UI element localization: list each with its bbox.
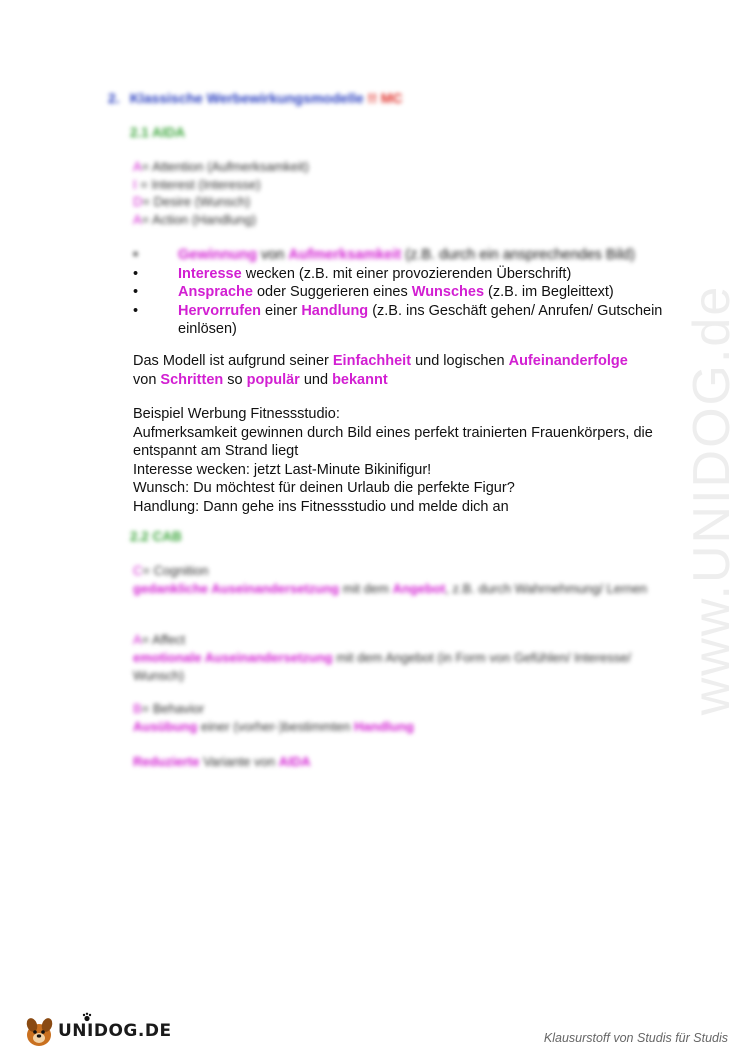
aida-definitions xyxy=(133,158,309,228)
aida-def-line: A= Action (Handlung) xyxy=(133,211,257,227)
aida-bullet-list xyxy=(133,246,693,339)
chapter-heading xyxy=(108,90,403,106)
unidog-logo xyxy=(22,1014,172,1048)
example-line: Interesse wecken: jetzt Last-Minute Bikinifigur! xyxy=(133,461,432,478)
list-item: • Ansprache oder Suggerieren eines Wunsches (z.B. im Begleittext) xyxy=(133,284,614,300)
reduced-variant-line: Reduzierte Variante von AIDA xyxy=(133,754,311,769)
heading-number: 2. xyxy=(108,90,120,106)
example-line: Handlung: Dann gehe ins Fitnessstudio und melde dich an xyxy=(133,498,509,515)
list-item: • Hervorrufen einer Handlung (z.B. ins Geschäft gehen/ Anrufen/ Gutschein einlösen) xyxy=(133,302,663,337)
document-page: 2. Klassische Werbewirkungsmodelle !! MC 2.1 AIDA A= Attention (Aufmerksamkeit) I = Interest (Interesse) D= Desire (Wunsch) A= Action (Handlung) • Gewinnung von Aufmerksamkeit (z.B. durch ein ansprechendes Bild) • Interesse wecken (z.B. mit einer provozierenden Überschrift) • Ansprache oder Suggerieren eines Wunsches (z.B. im Begleittext) • Hervorrufen einer Handlung (z.B. ins Geschäft gehen/ Anrufen/ Gutschein einlösen) Das Modell ist aufgrund seiner Einfachheit und logischen Aufeinanderfolge von Schritten so populär und bekannt Beispiel Werbung Fitnessstudio: Aufmerksamkeit gewinnen durch Bild eines perfekt trainierten Frauenkörpers, die entspannt am Strand liegt Interesse wecken: jetzt Last-Minute Bikinifigur! Wunsch: Du möchtest für deinen Urlaub die perfekte Figur? Handlung: Dann gehe ins Fitnessstudio und melde dich an 2.2 CAB C= Cognition gedankliche Auseinandersetzung mit dem Angebot, z.B. durch Wahrnehmung/ Lernen A= Affect emotionale Auseinandersetzung mit dem Angebot (in Form von Gefühlen/ Interesse/ Wunsch) B= Behavior Ausübung einer (vorher-)bestimmten Handlung Reduzierte Variante von AIDA www.UNIDOG.de UNIDOG.DE Klausurstoff von Studis für Studis xyxy=(0,0,750,1060)
model-paragraph: Das Modell ist aufgrund seiner Einfachheit und logischen Aufeinanderfolge von Schritten so populär und bekannt xyxy=(133,353,628,388)
example-line: Wunsch: Du möchtest für deinen Urlaub die perfekte Figur? xyxy=(133,480,515,496)
example-paragraph xyxy=(133,405,693,516)
footer-tagline: Klausurstoff von Studis für Studis xyxy=(543,1031,728,1045)
cab-affect: A= Affect emotionale Auseinandersetzung mit dem Angebot (in Form von Gefühlen/ Interesse/ Wunsch) xyxy=(133,632,632,683)
heading-tag: !! MC xyxy=(367,90,403,106)
aida-def-line: I = Interest (Interesse) xyxy=(133,176,261,192)
heading-text: Klassische Werbewirkungsmodelle xyxy=(129,90,364,106)
list-item: • Interesse wecken (z.B. mit einer provozierenden Überschrift) xyxy=(133,265,572,282)
example-line: Beispiel Werbung Fitnessstudio: xyxy=(133,406,340,422)
cab-behavior: B= Behavior Ausübung einer (vorher-)bestimmten Handlung xyxy=(133,701,414,734)
example-line: Aufmerksamkeit gewinnen durch Bild eines perfekt trainierten Frauenkörpers, die entspannt am Strand liegt xyxy=(133,424,653,459)
section-title-cab: 2.2 CAB xyxy=(130,529,182,544)
list-item: • Gewinnung von Aufmerksamkeit (z.B. durch ein ansprechendes Bild) xyxy=(133,247,635,263)
logo-text: UNIDOG.DE xyxy=(58,1021,172,1041)
aida-def-line: A= Attention (Aufmerksamkeit) xyxy=(133,159,309,174)
dog-icon xyxy=(22,1014,56,1048)
section-title-aida: 2.1 AIDA xyxy=(130,125,186,140)
cab-cognition: C= Cognition gedankliche Auseinandersetzung mit dem Angebot, z.B. durch Wahrnehmung/ Lernen xyxy=(133,563,648,596)
paw-icon xyxy=(82,1012,92,1022)
aida-def-line: D= Desire (Wunsch) xyxy=(133,194,251,209)
